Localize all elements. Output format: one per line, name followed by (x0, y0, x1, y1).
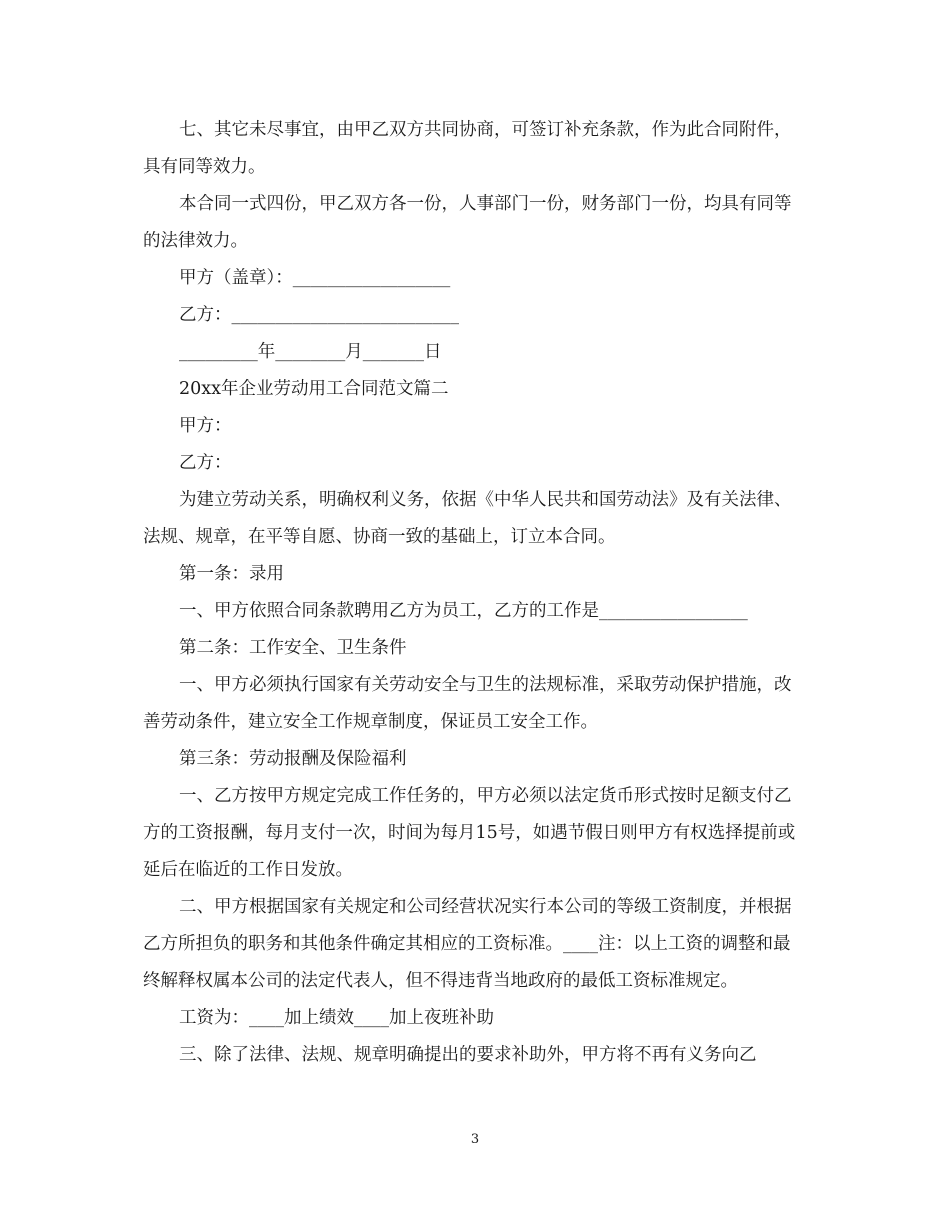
party-b-label: 乙方： (179, 453, 232, 473)
article-three-item-one: 一、乙方按甲方规定完成工作任务的，甲方必须以法定货币形式按时足额支付乙方的工资报酬，每月支付一次，时间为每月15号，如遇节假日则甲方有权选择提前或延后在临近的工作日发放。 (143, 786, 796, 880)
article-two-item-one: 一、甲方必须执行国家有关劳动安全与卫生的法规标准，采取劳动保护措施，改善劳动条件，建立安全工作规章制度，保证员工安全工作。 (143, 675, 792, 732)
document-body (143, 112, 803, 1074)
party-a-seal-line: 甲方（盖章）：__________________ (179, 268, 451, 288)
section-title: 20xx年企业劳动用工合同范文篇二 (179, 379, 449, 399)
article-one-heading: 第一条：录用 (179, 564, 284, 584)
article-three-item-two: 二、甲方根据国家有关规定和公司经营状况实行本公司的等级工资制度，并根据乙方所担负的职务和其他条件确定其相应的工资标准。____注：以上工资的调整和最终解释权属本公司的法定代表人，但不得违背当地政府的最低工资标准规定。 (143, 897, 792, 991)
party-b-line: 乙方：__________________________ (179, 305, 459, 325)
date-line: _________年________月_______日 (179, 342, 442, 362)
article-three-heading: 第三条：劳动报酬及保险福利 (179, 749, 407, 769)
copies-clause: 本合同一式四份，甲乙双方各一份，人事部门一份，财务部门一份，均具有同等的法律效力。 (143, 194, 792, 251)
article-two-heading: 第二条：工作安全、卫生条件 (179, 638, 407, 658)
preamble: 为建立劳动关系，明确权利义务，依据《中华人民共和国劳动法》及有关法律、法规、规章，在平等自愿、协商一致的基础上，订立本合同。 (143, 490, 792, 547)
article-three-item-three: 三、除了法律、法规、规章明确提出的要求补助外，甲方将不再有义务向乙 (179, 1045, 757, 1065)
clause-seven: 七、其它未尽事宜，由甲乙双方共同协商，可签订补充条款，作为此合同附件，具有同等效力。 (143, 120, 792, 177)
wage-line: 工资为：____加上绩效____加上夜班补助 (179, 1008, 494, 1028)
party-a-label: 甲方： (179, 416, 232, 436)
article-one-item-one: 一、甲方依照合同条款聘用乙方为员工，乙方的工作是_________________ (179, 601, 748, 621)
page-number: 3 (470, 1132, 480, 1147)
